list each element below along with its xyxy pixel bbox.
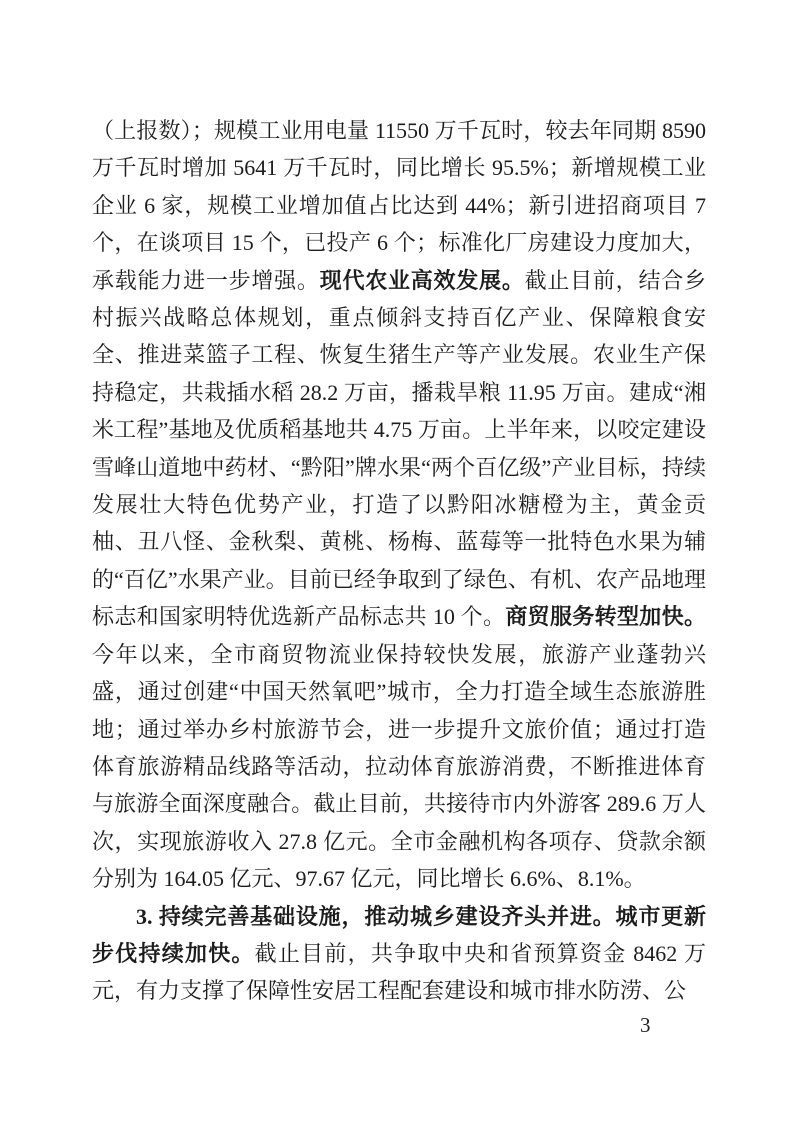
body-text: （上报数）；规模工业用电量 11550 万千瓦时，较去年同期 8590 万千瓦时增加 5641 万千瓦时，同比增长 95.5%；新增规模工业企业 6 家，规模工业增加值占比达到 44%；新引进招商项目 7 个，在谈项目 15 个，已投产 6 个；标准化厂房建设力度加大，承载能力进一步增强。 — [92, 118, 706, 293]
body-text: 今年以来，全市商贸物流业保持较快发展，旅游产业蓬勃兴盛，通过创建“中国天然氧吧”城市，全力打造全域生态旅游胜地；通过举办乡村旅游节会，进一步提升文旅价值；通过打造体育旅游精品线路等活动，拉动体育旅游消费，不断推进体育与旅游全面深度融合。截止目前，共接待市内外游客 289.6 万人次，实现旅游收入 27.8 亿元。全市金融机构各项存、贷款余额分别为 164.05 亿元、97.67 亿元，同比增长 6.6%、8.1%。 — [92, 641, 706, 892]
emphasis-text: 商贸服务转型加快。 — [505, 604, 706, 630]
page-number: 3 — [640, 1013, 651, 1037]
emphasis-text: 3. 持续完善基础设施，推动城乡建设齐头并进。城市更新步伐持续加快。 — [92, 903, 706, 966]
emphasis-text: 现代农业高效发展。 — [319, 267, 525, 293]
body-text: 截止目前，结合乡村振兴战略总体规划，重点倾斜支持百亿产业、保障粮食安全、推进菜篮子工程、恢复生猪生产等产业发展。农业生产保持稳定，共栽插水稻 28.2 万亩，播栽旱粮 11.95 万亩。建成“湘米工程”基地及优质稻基地共 4.75 万亩。上半年来，以咬定建设雪峰山道地中药材、“黔阳”牌水果“两个百亿级”产业目标，持续发展壮大特色优势产业，打造了以黔阳冰糖橙为主，黄金贡柚、丑八怪、金秋梨、黄桃、杨梅、蓝莓等一批特色水果为辅的“百亿”水果产业。目前已经争取到了绿色、有机、农产品地理标志和国家明特优选新产品标志共 10 个。 — [92, 267, 706, 630]
body-text: 截止目前，共争取中央和省预算资金 8462 万元，有力支撑了保障性安居工程配套建设和城市排水防涝、公 — [92, 940, 706, 1004]
text-block — [92, 112, 706, 1010]
paragraph-item-3 — [92, 898, 706, 1010]
paragraph-continued — [92, 112, 706, 898]
